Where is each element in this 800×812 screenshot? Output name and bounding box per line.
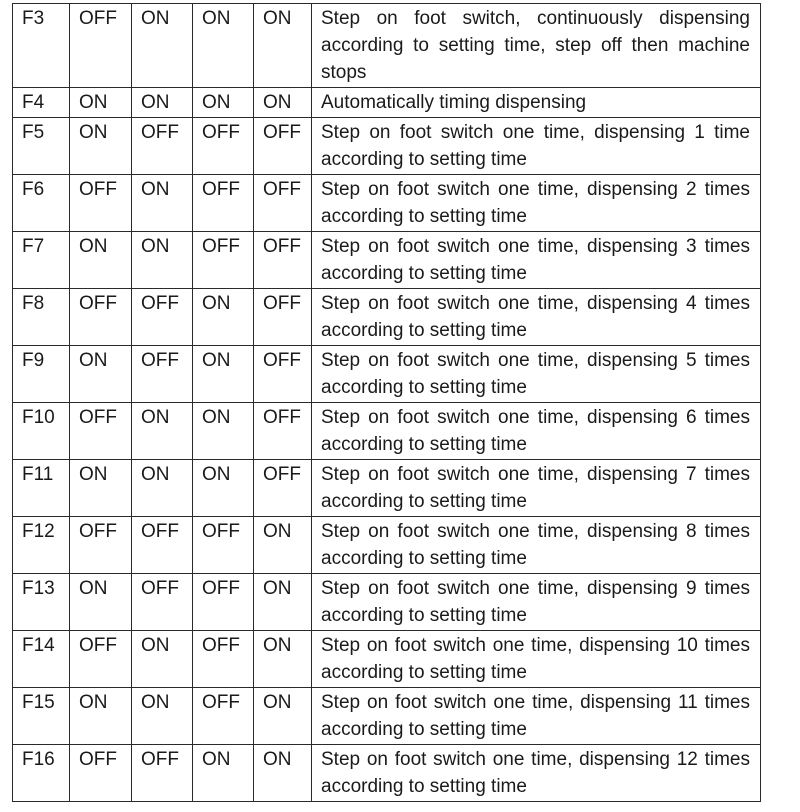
description-cell: Step on foot switch one time, dispensing 7 times according to setting time — [312, 460, 761, 517]
table-row — [13, 631, 761, 688]
switch-3-cell: OFF — [193, 517, 254, 574]
description-cell: Step on foot switch one time, dispensing 5 times according to setting time — [312, 346, 761, 403]
table-row — [13, 175, 761, 232]
switch-3-cell: OFF — [193, 232, 254, 289]
switch-3-cell: OFF — [193, 118, 254, 175]
switch-4-cell: OFF — [254, 118, 312, 175]
switch-1-cell: OFF — [70, 289, 132, 346]
switch-1-cell: ON — [70, 688, 132, 745]
table-row — [13, 346, 761, 403]
table-body — [13, 4, 761, 802]
switch-1-cell: OFF — [70, 631, 132, 688]
switch-4-cell: ON — [254, 745, 312, 802]
mode-code-cell: F5 — [13, 118, 70, 175]
description-cell: Step on foot switch one time, dispensing 9 times according to setting time — [312, 574, 761, 631]
dip-switch-mode-table — [12, 3, 761, 802]
mode-code-cell: F3 — [13, 4, 70, 88]
switch-3-cell: ON — [193, 460, 254, 517]
mode-code-cell: F6 — [13, 175, 70, 232]
switch-3-cell: ON — [193, 4, 254, 88]
switch-4-cell: ON — [254, 4, 312, 88]
switch-2-cell: OFF — [132, 517, 193, 574]
description-cell: Step on foot switch one time, dispensing 2 times according to setting time — [312, 175, 761, 232]
description-cell: Step on foot switch one time, dispensing 6 times according to setting time — [312, 403, 761, 460]
mode-code-cell: F4 — [13, 88, 70, 118]
switch-2-cell: ON — [132, 688, 193, 745]
mode-code-cell: F8 — [13, 289, 70, 346]
switch-3-cell: ON — [193, 403, 254, 460]
switch-1-cell: OFF — [70, 175, 132, 232]
switch-2-cell: ON — [132, 4, 193, 88]
switch-3-cell: ON — [193, 346, 254, 403]
mode-code-cell: F13 — [13, 574, 70, 631]
mode-code-cell: F9 — [13, 346, 70, 403]
switch-1-cell: ON — [70, 346, 132, 403]
switch-4-cell: ON — [254, 688, 312, 745]
description-cell: Step on foot switch one time, dispensing 3 times according to setting time — [312, 232, 761, 289]
switch-2-cell: ON — [132, 631, 193, 688]
table-row — [13, 460, 761, 517]
switch-2-cell: ON — [132, 232, 193, 289]
mode-code-cell: F16 — [13, 745, 70, 802]
switch-2-cell: OFF — [132, 574, 193, 631]
switch-1-cell: OFF — [70, 745, 132, 802]
mode-code-cell: F7 — [13, 232, 70, 289]
description-cell: Automatically timing dispensing — [312, 88, 761, 118]
table-row — [13, 232, 761, 289]
switch-4-cell: ON — [254, 517, 312, 574]
table-row — [13, 745, 761, 802]
switch-4-cell: ON — [254, 574, 312, 631]
switch-2-cell: OFF — [132, 289, 193, 346]
mode-code-cell: F14 — [13, 631, 70, 688]
description-cell: Step on foot switch one time, dispensing 1 time according to setting time — [312, 118, 761, 175]
switch-4-cell: OFF — [254, 175, 312, 232]
switch-4-cell: ON — [254, 631, 312, 688]
switch-2-cell: OFF — [132, 745, 193, 802]
switch-4-cell: OFF — [254, 403, 312, 460]
switch-4-cell: OFF — [254, 232, 312, 289]
mode-code-cell: F12 — [13, 517, 70, 574]
switch-2-cell: ON — [132, 88, 193, 118]
switch-2-cell: OFF — [132, 346, 193, 403]
switch-3-cell: ON — [193, 88, 254, 118]
description-cell: Step on foot switch one time, dispensing 12 times according to setting time — [312, 745, 761, 802]
table-row — [13, 118, 761, 175]
mode-code-cell: F15 — [13, 688, 70, 745]
switch-3-cell: OFF — [193, 631, 254, 688]
description-cell: Step on foot switch one time, dispensing 10 times according to setting time — [312, 631, 761, 688]
description-cell: Step on foot switch one time, dispensing 8 times according to setting time — [312, 517, 761, 574]
mode-code-cell: F10 — [13, 403, 70, 460]
switch-3-cell: OFF — [193, 175, 254, 232]
switch-2-cell: ON — [132, 175, 193, 232]
switch-1-cell: OFF — [70, 403, 132, 460]
switch-4-cell: ON — [254, 88, 312, 118]
switch-1-cell: ON — [70, 232, 132, 289]
description-cell: Step on foot switch one time, dispensing 4 times according to setting time — [312, 289, 761, 346]
switch-2-cell: ON — [132, 460, 193, 517]
description-cell: Step on foot switch, continuously dispensing according to setting time, step off then machine stops — [312, 4, 761, 88]
table-row — [13, 403, 761, 460]
table-row — [13, 88, 761, 118]
table-row — [13, 517, 761, 574]
switch-3-cell: ON — [193, 289, 254, 346]
switch-1-cell: ON — [70, 118, 132, 175]
table-row — [13, 289, 761, 346]
switch-2-cell: ON — [132, 403, 193, 460]
switch-1-cell: OFF — [70, 4, 132, 88]
switch-1-cell: OFF — [70, 517, 132, 574]
switch-3-cell: ON — [193, 745, 254, 802]
table-row — [13, 574, 761, 631]
switch-4-cell: OFF — [254, 346, 312, 403]
table-row — [13, 688, 761, 745]
switch-1-cell: ON — [70, 460, 132, 517]
switch-3-cell: OFF — [193, 688, 254, 745]
mode-code-cell: F11 — [13, 460, 70, 517]
switch-3-cell: OFF — [193, 574, 254, 631]
switch-1-cell: ON — [70, 574, 132, 631]
switch-4-cell: OFF — [254, 289, 312, 346]
switch-4-cell: OFF — [254, 460, 312, 517]
switch-2-cell: OFF — [132, 118, 193, 175]
switch-1-cell: ON — [70, 88, 132, 118]
table-row — [13, 4, 761, 88]
description-cell: Step on foot switch one time, dispensing 11 times according to setting time — [312, 688, 761, 745]
